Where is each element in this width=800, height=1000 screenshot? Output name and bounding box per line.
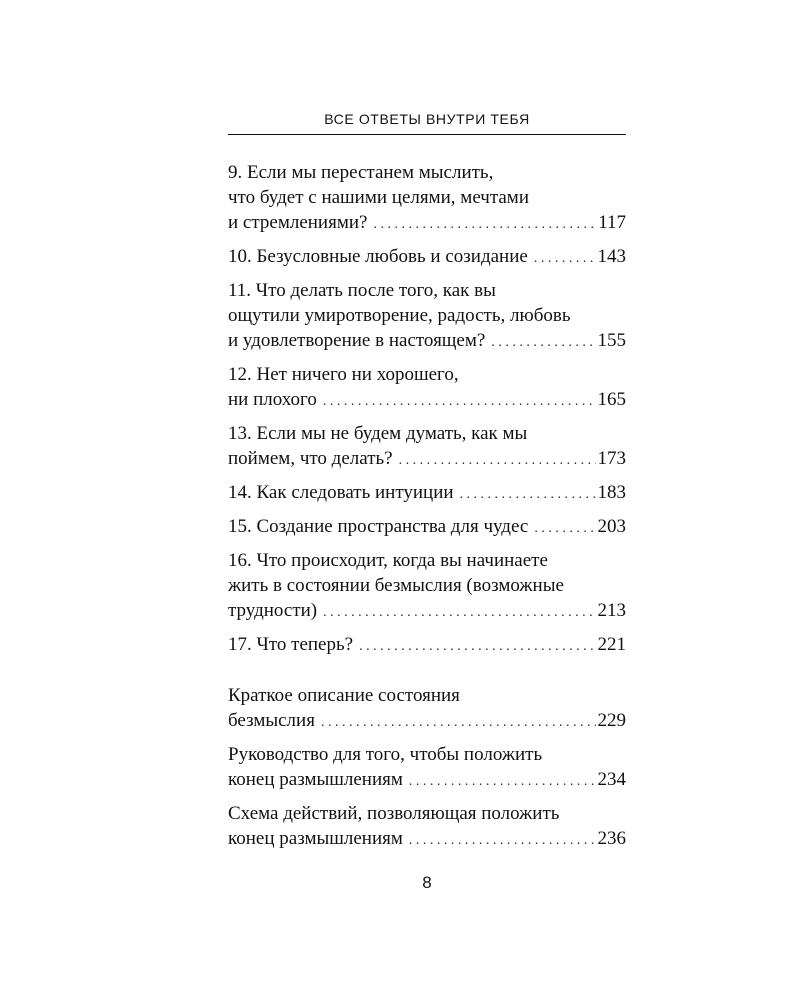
toc-entry-title-line: что будет с нашими целями, мечтами xyxy=(228,187,529,208)
toc-entry-title-line: поймем, что делать? xyxy=(228,448,393,469)
header-rule xyxy=(228,134,626,135)
toc-entry-last-line xyxy=(228,210,626,235)
toc-entry-title-line: 16. Что происходит, когда вы начинаете xyxy=(228,550,548,571)
toc-entry xyxy=(228,742,626,792)
running-title: ВСЕ ОТВЕТЫ ВНУТРИ ТЕБЯ xyxy=(324,111,530,127)
section-gap xyxy=(228,666,626,683)
toc-page-number: 117 xyxy=(598,212,626,233)
toc-page-number: 143 xyxy=(597,246,626,267)
dot-leader xyxy=(315,708,596,735)
toc-entry-title-line: 15. Создание пространства для чудес xyxy=(228,516,529,537)
toc-page-number: 234 xyxy=(597,769,626,790)
toc-page-number: 203 xyxy=(597,516,626,537)
toc-entry-title-line: Руководство для того, чтобы положить xyxy=(228,744,543,765)
dot-leader xyxy=(454,480,596,507)
toc-entry xyxy=(228,278,626,353)
table-of-contents xyxy=(228,160,626,860)
toc-entry-last-line xyxy=(228,328,626,353)
toc-entry-title-line: и удовлетворение в настоящем? xyxy=(228,330,486,351)
toc-entry xyxy=(228,244,626,269)
toc-entry-title-line: конец размышлениям xyxy=(228,769,403,790)
toc-page-number: 229 xyxy=(597,710,626,731)
toc-entry-title-line: трудности) xyxy=(228,600,318,621)
dot-leader xyxy=(403,826,596,853)
toc-entry xyxy=(228,514,626,539)
toc-entry-last-line xyxy=(228,244,626,269)
toc-page-number: 236 xyxy=(597,828,626,849)
dot-leader xyxy=(403,767,596,794)
toc-page-number: 173 xyxy=(597,448,626,469)
page-number: 8 xyxy=(422,873,432,892)
toc-entry-last-line xyxy=(228,480,626,505)
dot-leader xyxy=(528,514,596,541)
toc-entry-title-line: конец размышлениям xyxy=(228,828,403,849)
toc-page-number: 183 xyxy=(597,482,626,503)
toc-entry-last-line xyxy=(228,598,626,623)
toc-entry-last-line xyxy=(228,514,626,539)
dot-leader xyxy=(485,328,596,355)
dot-leader xyxy=(367,210,596,237)
toc-entry-last-line xyxy=(228,708,626,733)
dot-leader xyxy=(353,632,596,659)
toc-entry-title-line: 11. Что делать после того, как вы xyxy=(228,280,496,301)
toc-entry xyxy=(228,160,626,235)
toc-entry-title-line: 13. Если мы не будем думать, как мы xyxy=(228,423,528,444)
toc-entry-last-line xyxy=(228,767,626,792)
toc-page-number: 155 xyxy=(597,330,626,351)
toc-entry-last-line xyxy=(228,632,626,657)
dot-leader xyxy=(317,387,596,414)
toc-entry-title-line: 17. Что теперь? xyxy=(228,634,354,655)
toc-page-number: 213 xyxy=(597,600,626,621)
toc-entry-title-line: безмыслия xyxy=(228,710,315,731)
dot-leader xyxy=(528,244,596,271)
toc-page-number: 221 xyxy=(597,634,626,655)
toc-entry-title-line: 12. Нет ничего ни хорошего, xyxy=(228,364,459,385)
dot-leader xyxy=(317,598,596,625)
toc-entry-title-line: ощутили умиротворение, радость, любовь xyxy=(228,305,571,326)
toc-entry-last-line xyxy=(228,446,626,471)
toc-entry xyxy=(228,632,626,657)
toc-entry xyxy=(228,362,626,412)
toc-entry-title-line: Краткое описание состояния xyxy=(228,685,460,706)
toc-entry-title-line: жить в состоянии безмыслия (возможные xyxy=(228,575,564,596)
toc-entry xyxy=(228,480,626,505)
toc-entry-title-line: 10. Безусловные любовь и созидание xyxy=(228,246,528,267)
toc-entry xyxy=(228,421,626,471)
dot-leader xyxy=(393,446,596,473)
toc-entry-title-line: 9. Если мы перестанем мыслить, xyxy=(228,162,494,183)
toc-entry-title-line: ни плохого xyxy=(228,389,317,410)
toc-entry-last-line xyxy=(228,387,626,412)
toc-page-number: 165 xyxy=(597,389,626,410)
toc-entry-last-line xyxy=(228,826,626,851)
toc-appendix-list xyxy=(228,683,626,851)
toc-entry xyxy=(228,683,626,733)
toc-entry-title-line: 14. Как следовать интуиции xyxy=(228,482,454,503)
toc-entry-title-line: и стремлениями? xyxy=(228,212,368,233)
toc-entry xyxy=(228,548,626,623)
toc-entry xyxy=(228,801,626,851)
toc-entry-title-line: Схема действий, позволяющая положить xyxy=(228,803,560,824)
toc-chapter-list xyxy=(228,160,626,657)
